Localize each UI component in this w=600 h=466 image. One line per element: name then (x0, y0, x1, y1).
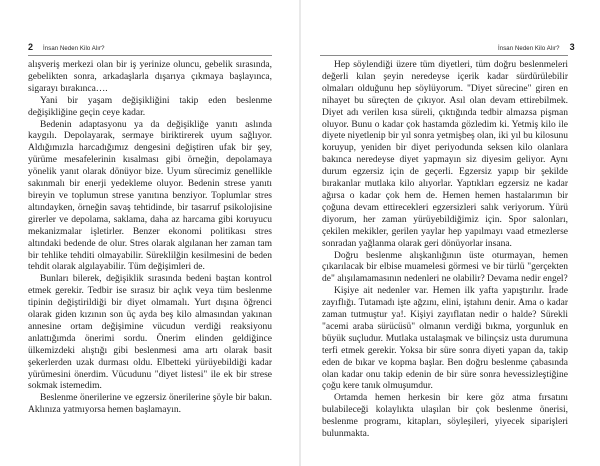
paragraph: Hep söylendiği üzere tüm diyetleri, tüm doğru beslenmeleri değerli kılan şeyin neredeyse içerik kadar sürdürülebilir olmaları olduğunu hep söylüyorum. "Diyet sürecine" giren en nihayet bu süreçten de çıkıyor. Asıl olan devam ettirebilmek. Diyet adı verilen kısa süreli, çıktığında tedbir almazsa pişman oluyor. Bunu o kadar çok hastamda gözledim ki. Yetmiş kilo ile diyete niyetlenip bir yıl sonra yetmişbeş olan, iki yıl bu kilosunu koruyup, yeniden bir diyet periyodunda seksen kilo olanlara bakınca neredeyse diyet yapmayın siz diyesim geliyor. Aynı durum egzersiz için de geçerli. Egzersiz yapıp bir şekilde bırakanlar mutlaka kilo alıyorlar. Yaptıkları egzersiz ne kadar ağırsa o kadar çok hem de. Hemen hemen hastalarımın bir çoğuna devam ettirecekleri egzersizleri salık veriyorum. Yürü diyorum, her zaman yürüyebildiğimiz için. Spor salonları, çekilen mekikler, gerilen yaylar hep yapılmayı vaad etmezlerse sonradan yağlanma olarak geri dönüyorlar insana. (322, 60, 568, 249)
paragraph: Ortamda hemen herkesin bir kere göz atma fırsatını bulabileceği kolaylıkta ulaşılan bir çok beslenme önerisi, beslenme programı, kitapları, söyleşileri, yiyecek siparişleri bulunmakta. (322, 393, 568, 440)
right-header-rule (320, 55, 568, 56)
left-running-title: İnsan Neden Kilo Alır? (43, 46, 105, 52)
right-page-number: 3 (569, 42, 575, 52)
paragraph: Yani bir yaşam değişikliğini takip eden beslenme değişikliğine geçin ceye kadar. (28, 95, 272, 118)
right-page-header (498, 41, 575, 53)
paragraph: alışveriş merkezi olan bir iş yerinize oluncu, gebelik sırasında, gebelikten sonra, arkadaşlarla dışarıya çıkmaya başlayınca, sigarayı bırakınca…. (28, 60, 272, 94)
paragraph: Beslenme önerilerine ve egzersiz önerilerine şöyle bir bakın. Aklınıza yatmıyorsa hemen başlamayın. (28, 393, 272, 416)
paragraph: Doğru beslenme alışkanlığının üste oturmayan, hemen çıkarılacak bir elbise muamelesi görmesi ve bir türlü "gerçekten de" alışılamamasının nedenleri ne olabilir? Devama nedir engel? (322, 250, 568, 285)
left-header-rule (28, 55, 272, 56)
right-page (300, 0, 600, 466)
paragraph: Bunları bilerek, değişiklik sırasında bedeni baştan kontrol etmek gerekir. Tedbir ise sırasız bir açlık veya tüm beslenme tipinin değiştirildiği bir diyet olmamalı. Yurt dışına öğrenci olarak giden kızının son üç ayda beş kilo almasından yakınan annesine ortam değişimine vücudun verdiği reaksiyonu anlattığımda önerimi sordu. Önerim elinden geldiğince ülkemizdeki alıştığı gibi beslenmesi ama artı olarak basit şekerlerden uzak durması oldu. Elbetteki yürüyebildiği kadar yürümesini önerdim. Vücudunu "diyet listesi" ile ek bir strese sokmak istemedim. (28, 274, 272, 392)
paragraph: Bedenin adaptasyonu ya da değişikliğe yanıtı aslında kaygılı. Depolayarak, sermaye biriktirerek uyum sağlıyor. Aldığımızla harcadığımız dengesini değiştiren ufak bir şey, yürüme mesafelerinin kısalması gibi örneğin, depolamaya yönelik yanıt olarak dönüyor bize. Uyum sürecimiz genellikle sakınmalı bir enerji yedekleme oluyor. Bedenin strese yanıtı bireyin ve toplumun strese yanıtına benziyor. Toplumlar stres altındayken, örneğin savaş tehtidinde, bir tasarruf psikolojisine girerler ve depolama, saklama, daha az harcama gibi koruyucu mekanizmalar işletirler. Benzer ekonomi politikası stres altındaki bedende de olur. Stres olarak algılanan her zaman tam bir tehlike tehditi olmayabilir. Süreklilğin kesilmesini de beden tehdit olarak algılayabilir. Tüm değişimleri de. (28, 119, 272, 273)
left-page-number: 2 (28, 42, 34, 52)
paragraph: Kişiye ait nedenler var. Hemen ilk yafta yapıştırılır. İrade zayıflığı. Tutamadı işte ağzını, elini, iştahını denir. Ama o kadar zaman tutmuştur ya!. Kişiyi zayıflatan nedir o halde? Sürekli "acemi araba sürücüsü" olmanın verdiği bıkma, yorgunluk en büyük suçludur. Mutlaka ustalaşmak ve bilinçsiz usta durumuna terfi etmek gerekir. Yoksa bir süre sonra diyeti yapan da, takip eden de bıkar ve kopma başlar. Ben doğru beslenme çabasında olan kadar onu takip edenin de bir süre sonra hevessizleştiğine çoğu kere tanık olmuşumdur. (322, 286, 568, 392)
left-page-header (28, 41, 105, 53)
left-page-body (28, 60, 272, 417)
right-running-title: İnsan Neden Kilo Alır? (498, 46, 560, 52)
right-page-body (322, 60, 568, 441)
